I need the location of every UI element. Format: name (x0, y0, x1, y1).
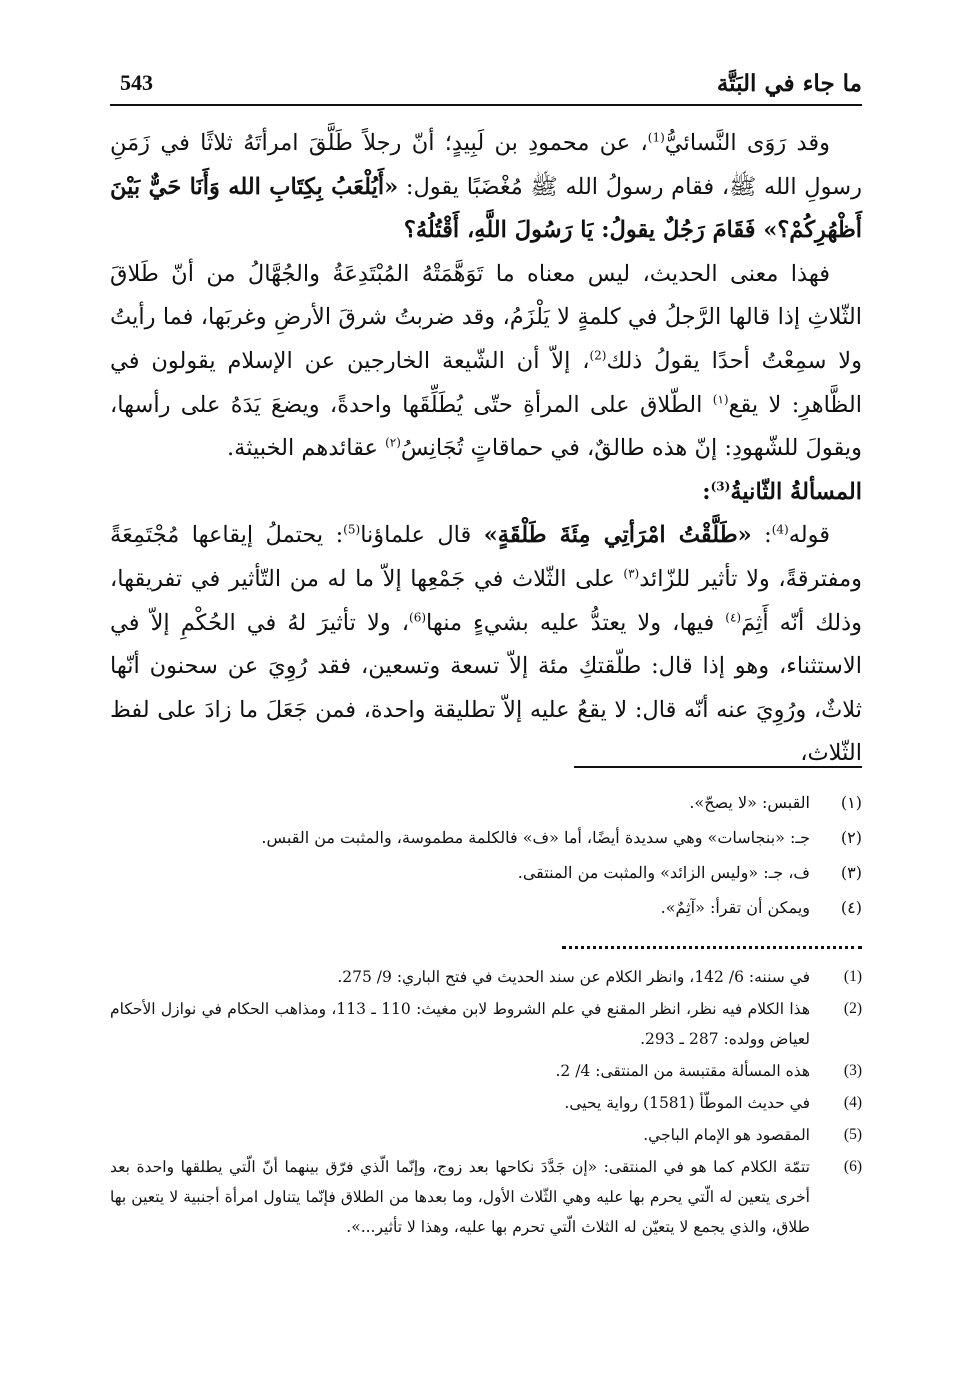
editor-footnote (110, 1056, 862, 1086)
p3-text-g: ، ولا تأثيرَ لهُ في الحُكْمِ إلاّ في الاستثناء، وهو إذا قال: طلّقتكِ مئة إلاّ تسعة وتسعين، فقد رُوِيَ عن سحنون أنّها ثلاثٌ، ورُوِيَ عنه أنّه قال: لا يقعُ عليه إلاّ تطليقة واحدة، فمن جَعَلَ ما زادَ على لفظ الثّلاث، (110, 609, 862, 767)
footnote-text: في حديث الموطّأ (1581) رواية يحيى. (564, 1094, 810, 1112)
variant-ref: (١) (712, 392, 729, 407)
p2-text-a: فهذا معنى الحديث، ليس معناه ما تَوَهَّمَتْهُ المُبْتَدِعَةُ والجُهَّالُ من أنّ طَلاقَ الثّلاثِ إذا قالها الرَّجلُ في كلمةٍ لا يَلْزَمُ، وقد ضربتُ شرقَ الأرضِ وغربَها، فما رأيتُ ولا سمِعْتُ أحدًا يقولُ ذلك (110, 260, 862, 374)
p3-text-f: فيها، ولا يعتدُّ عليه بشيءٍ منها (426, 609, 726, 636)
p3-text-b: : (751, 522, 772, 549)
footnote-number: (1) (843, 968, 862, 985)
variant-ref: (٤) (725, 610, 742, 625)
variant-footnote (110, 785, 862, 820)
variant-ref: (٢) (385, 435, 401, 450)
dotted-separator (562, 946, 862, 949)
variant-footnotes (110, 785, 862, 925)
p3-text-a: قوله (788, 522, 831, 549)
footnote-number: (3) (843, 1062, 862, 1079)
running-title: ما جاء في البَتَّة (716, 70, 862, 97)
footnote-number: (4) (843, 1094, 862, 1111)
footnote-number: (5) (843, 1126, 862, 1143)
variant-footnote (110, 820, 862, 855)
footnote-text: ويمكن أن تقرأ: «آثِمٌ». (660, 898, 810, 917)
hadith-quote: «أَيُلْعَبُ بِكِتَابِ الله وَأَنَا حَيٌّ بَيْنَ أَظْهُرِكُمْ؟» فَقَامَ رَجُلٌ يقولُ: يَا رَسُولَ اللَّهِ، أَقْتُلُهُ؟ (110, 173, 862, 244)
editor-footnote (110, 1120, 862, 1150)
hadith-quote: «طَلَّقْتُ امْرَأتِي مِئَةَ طَلْقَةٍ» (483, 522, 752, 549)
main-text (110, 122, 862, 776)
footnote-text: ف، جـ: «وليس الزائد» والمثبت من المنتقى. (517, 863, 810, 882)
footnote-number: (6) (843, 1158, 862, 1175)
editor-footnote (110, 1152, 862, 1242)
heading-colon: : (702, 478, 711, 505)
footnote-rule (574, 766, 862, 768)
footnote-text: جـ: «بنجاسات» وهي سديدة أيضًا، أما «ف» فالكلمة مطموسة، والمثبت من القبس. (261, 828, 810, 847)
p3-text-d: : يحتملُ إيقاعها مُجْتَمِعَةً ومفترقةً، ولا تأثير للزّائد (110, 522, 862, 592)
p2-text-d: عقائدهم الخبيثة. (227, 435, 386, 462)
footnote-number: (2) (843, 1000, 862, 1017)
p1-text-a: وقد رَوَى النَّسائيُّ (664, 130, 830, 156)
footnote-text: هذا الكلام فيه نظر، انظر المقنع في علم الشروط لابن مغيث: 110 ـ 113، ومذاهب الحكام في نوازل الأحكام لعياض وولده: 287 ـ 293. (110, 1000, 810, 1048)
editor-footnotes (110, 962, 862, 1244)
footnote-text: في سننه: 6/ 142، وانظر الكلام عن سند الحديث في فتح الباري: 9/ 275. (337, 968, 810, 986)
footnote-ref: (5) (343, 522, 361, 537)
footnote-text: هذه المسألة مقتبسة من المنتقى: 4/ 2. (555, 1062, 810, 1080)
p2-text-b: ، إلاّ أن الشّيعة الخارجين عن الإسلام يقولون في الظَّاهرِ: لا يقع (110, 347, 862, 418)
editor-footnote (110, 994, 862, 1054)
footnote-text: القبس: «لا يصحّ». (689, 793, 810, 812)
variant-footnote (110, 855, 862, 890)
p2-text-c: الطّلاق على المرأةِ حتّى يُطَلِّقَها واحدةً، ويضعَ يَدَهُ على رأسها، ويقولَ للشّهودِ: إنّ هذه طالقٌ، في حماقاتٍ تُجَانِسُ (110, 391, 862, 462)
footnote-text: المقصود هو الإمام الباجي. (643, 1126, 810, 1144)
footnote-number: (٢) (840, 828, 862, 847)
editor-footnote (110, 962, 862, 992)
page-header (110, 62, 862, 108)
header-rule (110, 104, 862, 106)
heading-text: المسألةُ الثّانيةُ (730, 478, 862, 505)
footnote-number: (٤) (840, 898, 862, 917)
footnote-text: تتمّة الكلام كما هو في المنتقى: «إن جَدَّدَ نكاحها بعد زوج، وإنّما الّذي فرّق بينهما أنّ الّتي يطلقها واحدة بعد أخرى يتعين له الّتي يحرم بها عليه وهي الثّلاث الأول، وما بعدها من الطلاق فإنّما يتناول امرأة أجنبية لا يتعين بها طلاق، والذي يجمع لا يتعيّن له الثلاث الّتي تحرم بها عليه، وهذا لا تأثير...». (110, 1158, 810, 1236)
paragraph-3 (110, 514, 862, 776)
paragraph-2 (110, 253, 862, 471)
variant-ref: (٣) (623, 566, 640, 581)
p3-text-e: على الثّلاث في جَمْعِها إلاّ ما له من التّأثير في تفريقها، وذلك أنّه أَثِمَ (110, 565, 862, 636)
footnote-ref: (4) (771, 522, 789, 537)
footnote-ref: (3) (710, 479, 731, 494)
p3-text-c: قال علماؤنا (360, 522, 484, 549)
footnote-ref: (6) (409, 610, 427, 625)
paragraph-1 (110, 122, 862, 253)
footnote-ref: (1) (647, 130, 665, 145)
footnote-number: (٣) (840, 863, 862, 882)
editor-footnote (110, 1088, 862, 1118)
page-number: 543 (120, 70, 153, 95)
footnote-number: (١) (840, 793, 862, 812)
section-heading (110, 471, 862, 515)
footnote-ref: (2) (589, 348, 607, 363)
p1-text-b: ، عن محمودِ بن لَبِيدٍ؛ أنّ رجلاً طَلَّقَ امرأتَهُ ثلاثًا في زَمَنِ رسولِ الله ﷺ، فقام رسولُ الله ﷺ مُغْضَبًا يقول: (110, 130, 862, 200)
variant-footnote (110, 890, 862, 925)
